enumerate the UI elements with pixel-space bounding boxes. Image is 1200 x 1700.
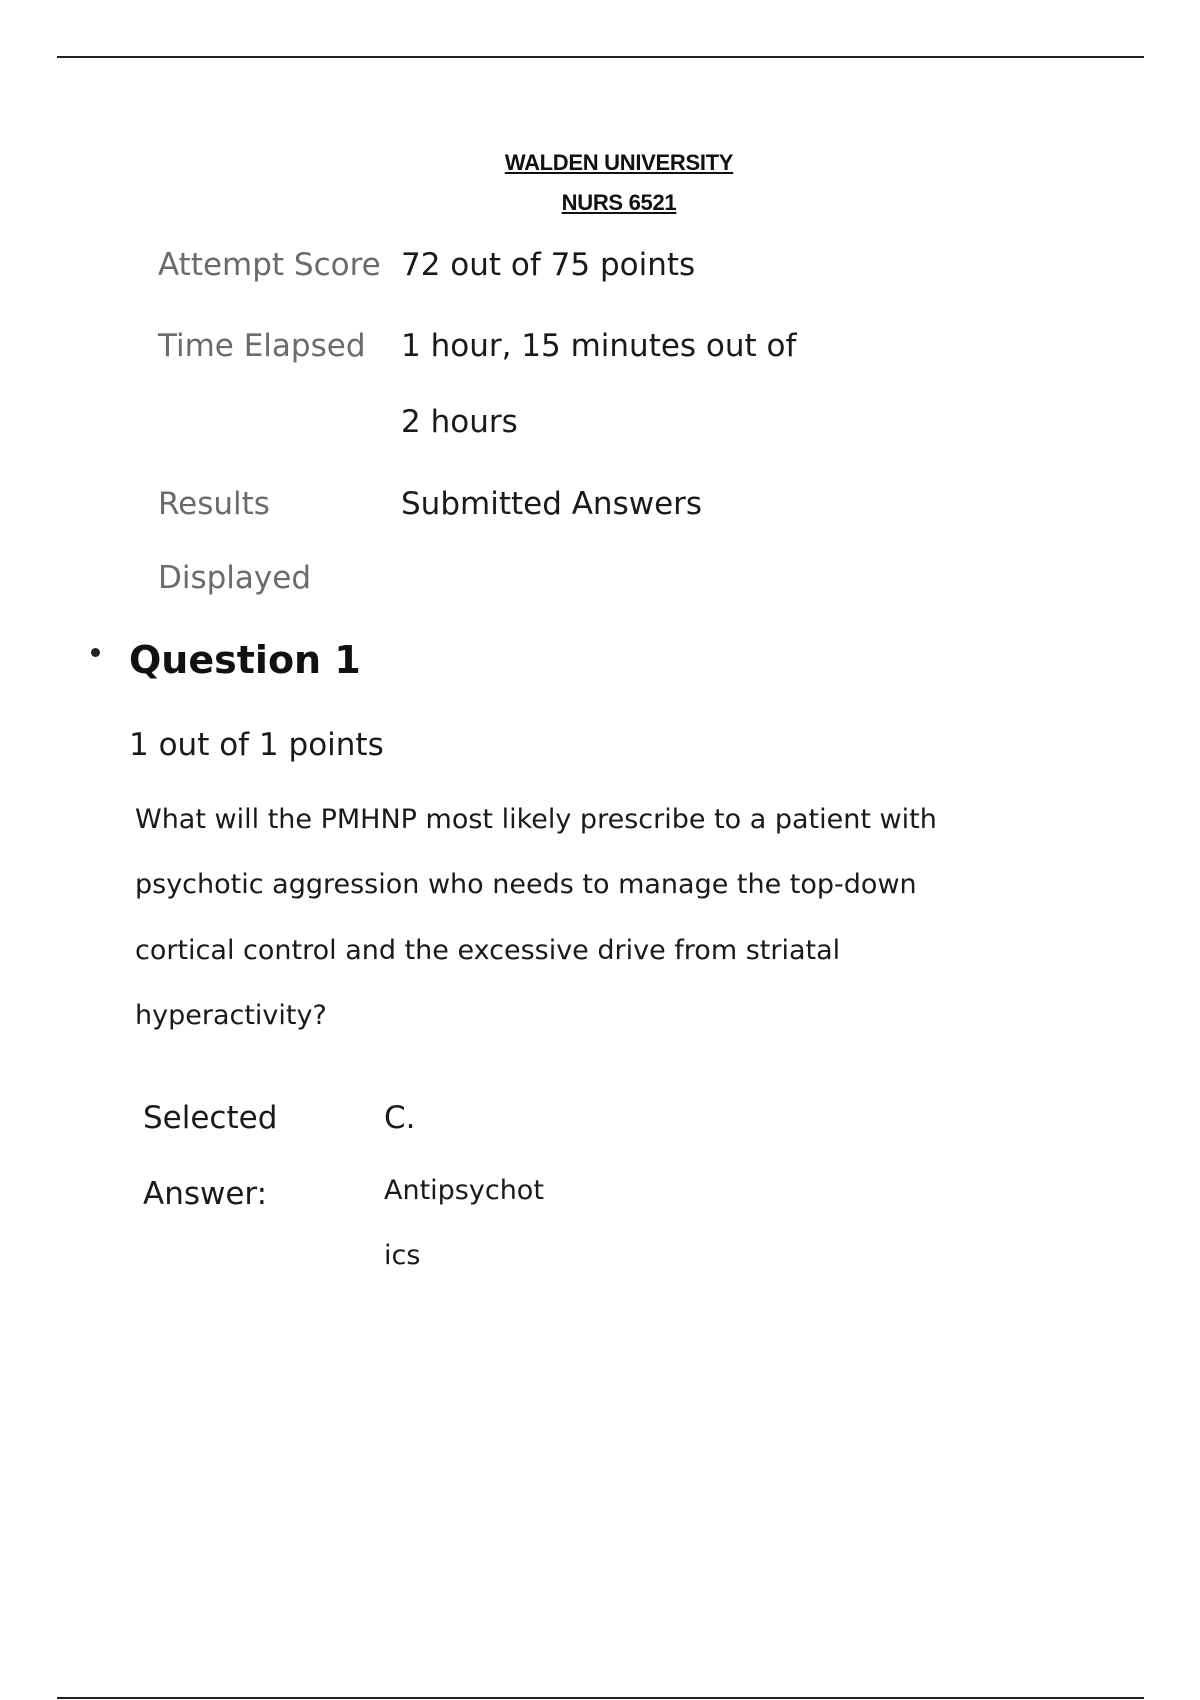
bottom-rule [57, 1697, 1144, 1699]
question-points: 1 out of 1 points [129, 727, 384, 763]
question-bullet [91, 648, 100, 657]
selected-answer-letter: C. [384, 1100, 416, 1136]
time-elapsed-label: Time Elapsed [158, 328, 366, 364]
selected-answer-text-line1: Antipsychot [384, 1175, 544, 1206]
question-text-line: psychotic aggression who needs to manage the top-down [135, 869, 917, 900]
selected-answer-label-line1: Selected [143, 1100, 278, 1136]
attempt-score-value: 72 out of 75 points [401, 247, 696, 283]
university-heading: WALDEN UNIVERSITY [504, 150, 734, 175]
time-elapsed-value-line2: 2 hours [401, 404, 518, 440]
selected-answer-text-line2: ics [384, 1240, 421, 1271]
attempt-score-label: Attempt Score [158, 247, 381, 283]
results-value: Submitted Answers [401, 486, 703, 522]
question-title: Question 1 [129, 638, 361, 682]
top-rule [57, 56, 1144, 58]
results-label-line2: Displayed [158, 560, 312, 596]
question-text-line: What will the PMHNP most likely prescribe to a patient with [135, 804, 937, 835]
results-label-line1: Results [158, 486, 270, 522]
selected-answer-label-line2: Answer: [143, 1176, 268, 1212]
course-heading: NURS 6521 [561, 190, 677, 215]
time-elapsed-value-line1: 1 hour, 15 minutes out of [401, 328, 797, 364]
question-text-line: cortical control and the excessive drive from striatal [135, 935, 841, 966]
question-text-line: hyperactivity? [135, 1000, 327, 1031]
